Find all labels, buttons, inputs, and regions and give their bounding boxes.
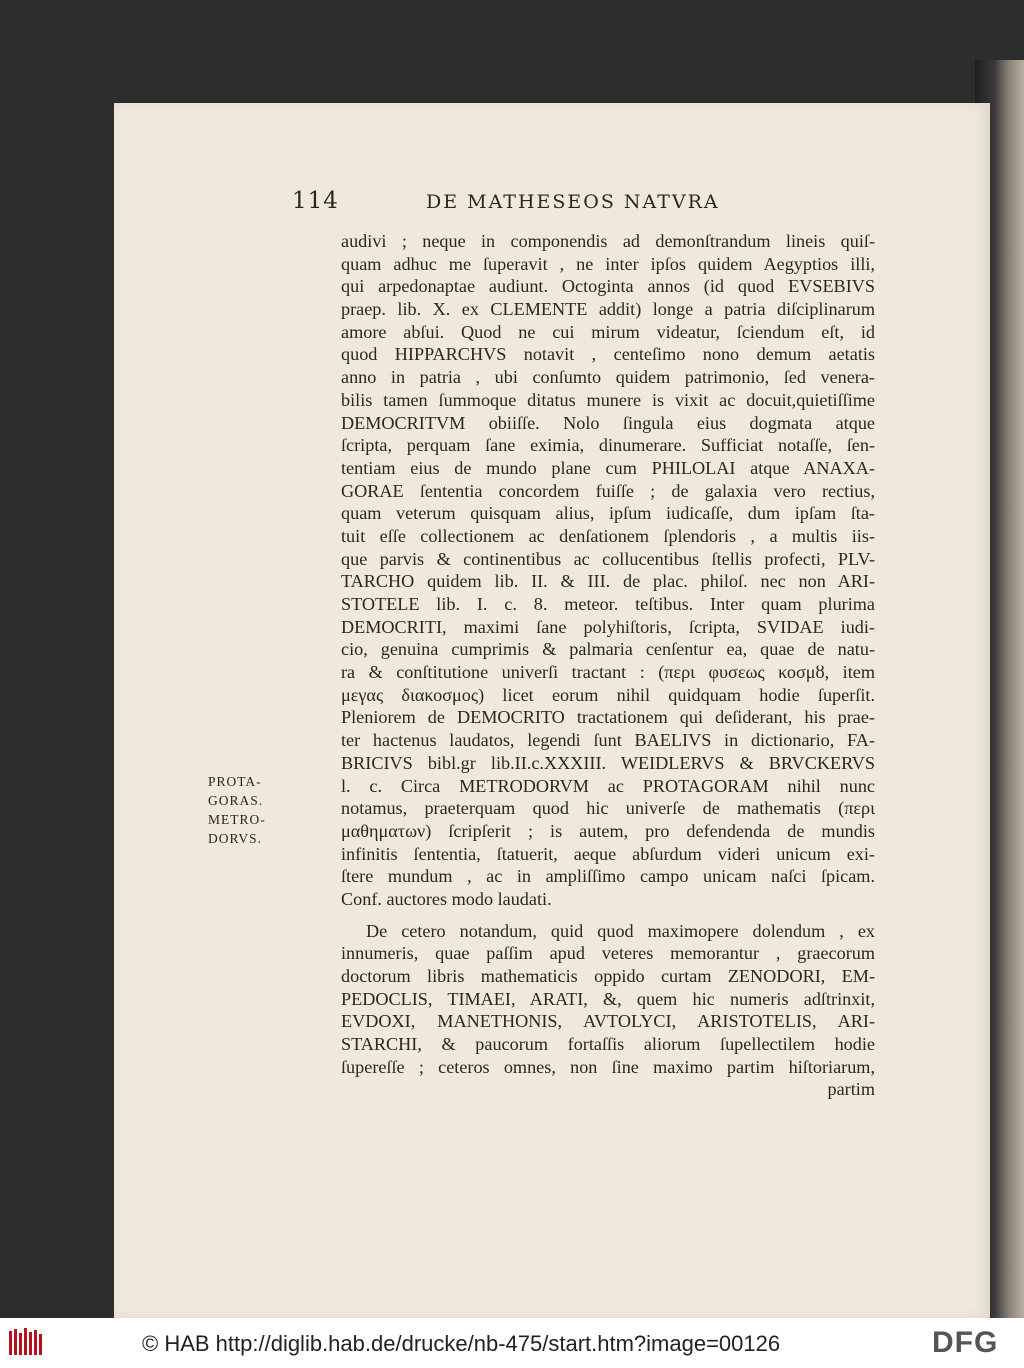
text-line: EVDOXI, MANETHONIS, AVTOLYCI, ARISTOTELIS, ARI- [341,1011,875,1032]
text-line: ſcripta, perquam ſane eximia, dinumerare. Sufficiat notaſſe, ſen- [341,435,875,456]
text-line: De cetero notandum, quid quod maximopere dolendum , ex [366,920,875,941]
text-line: μεγας διακοσμος) licet eorum nihil quidquam hodie ſuperſit. [341,684,875,705]
text-line: bilis tamen ſummoque ditatus munere is vixit ac docuit,quietiſſime [341,389,875,410]
dfg-logo: DFG [932,1326,999,1359]
body-text [341,230,875,1101]
text-line: GORAE ſententia concordem fuiſſe ; de galaxia vero rectius, [341,480,875,501]
text-line: TARCHO quidem lib. II. & III. de plac. philoſ. nec non ARI- [341,571,875,592]
text-line: DEMOCRITI, maximi ſane polyhiſtoris, ſcripta, SVIDAE iudi- [341,616,875,637]
text-line: l. c. Circa METRODORVM ac PROTAGORAM nihil nunc [341,775,875,796]
text-line: ter hactenus laudatos, legendi ſunt BAELIVS in dictionario, FA- [341,730,875,751]
text-line: PEDOCLIS, TIMAEI, ARATI, &, quem hic numeris adſtrinxit, [341,988,875,1009]
text-line: infinitis ſententia, ſtatuerit, aeque abſurdum videri unicum exi- [341,843,875,864]
text-line: STARCHI, & paucorum fortaſſis aliorum ſupellectilem hodie [341,1034,875,1055]
text-line: praep. lib. X. ex CLEMENTE addit) longe a patria diſciplinarum [341,299,875,320]
catchword: partim [827,1079,875,1100]
text-line: ſtere mundum , ac in ampliſſimo campo unicam naſci ſpicam. [341,866,875,887]
text-line: Conf. auctores modo laudati. [341,888,552,909]
text-line: qui arpedonaptae audiunt. Octoginta annos (id quod EVSEBIVS [341,276,875,297]
footer-copyright-link[interactable]: © HAB http://diglib.hab.de/drucke/nb-475/start.htm?image=00126 [142,1331,781,1356]
text-line: ra & conſtitutione univerſi tractant : (περι φυσεως κοσμȣ, item [341,662,875,683]
text-line: amore abſui. Quod ne cui mirum videatur, ſciendum eſt, id [341,321,875,342]
marginal-notes [208,772,294,848]
text-line: STOTELE lib. I. c. 8. meteor. teſtibus. Inter quam plurima [341,594,875,614]
marginal-note: GORAS. [208,793,264,808]
marginal-note: DORVS. [208,831,263,846]
text-line: BRICIVS bibl.gr lib.II.c.XXXIII. WEIDLERVS & BRVCKERVS [341,752,875,773]
text-line: ſupereſſe ; ceteros omnes, non ſine maximo partim hiſtoriarum, [341,1056,875,1077]
text-line: quam veterum quisquam alius, ipſum iudicaſſe, dum ipſam ſta- [341,503,875,524]
text-line: anno in patria , ubi conſumto quidem patrimonio, ſed venera- [341,367,875,388]
hab-logo-icon [8,1327,46,1357]
text-line: notamus, praeterquam quod hic univerſe de mathematis (περι [341,798,875,819]
text-line: que parvis & continentibus ac collucentibus ſtellis profecti, PLV- [341,548,875,569]
text-line: audivi ; neque in componendis ad demonſtrandum lineis quiſ- [341,231,875,251]
running-head: DE MATHESEOS NATVRA [426,191,720,213]
text-line: tentiam eius de mundo plane cum PHILOLAI atque ANAXA- [341,457,875,478]
text-line: DEMOCRITVM obiiſſe. Nolo ſingula eius dogmata atque [341,412,875,433]
text-line: doctorum libris mathematicis oppido curtam ZENODORI, EM- [341,966,875,986]
text-line: cio, genuina cumprimis & palmaria cenſentur ea, quae de natu- [341,639,875,660]
text-line: quam adhuc me ſuperavit , ne inter ipſos quidem Aegyptios illi, [341,253,875,274]
marginal-note: METRO- [208,812,266,827]
text-line: innumeris, quae paſſim apud veteres memorantur , graecorum [341,943,875,964]
marginal-note: PROTA- [208,774,262,789]
text-line: quod HIPPARCHVS notavit , centeſimo nono demum aetatis [341,344,875,365]
text-line: μαθηματων) ſcripſerit ; is autem, pro defendenda de mundis [341,820,875,841]
text-line: tuit eſſe collectionem ac denſationem ſplendoris , a multis iis- [341,525,875,546]
text-line: Pleniorem de DEMOCRITO tractationem qui deſiderant, his praе- [341,707,875,728]
page-number: 114 [292,188,339,214]
